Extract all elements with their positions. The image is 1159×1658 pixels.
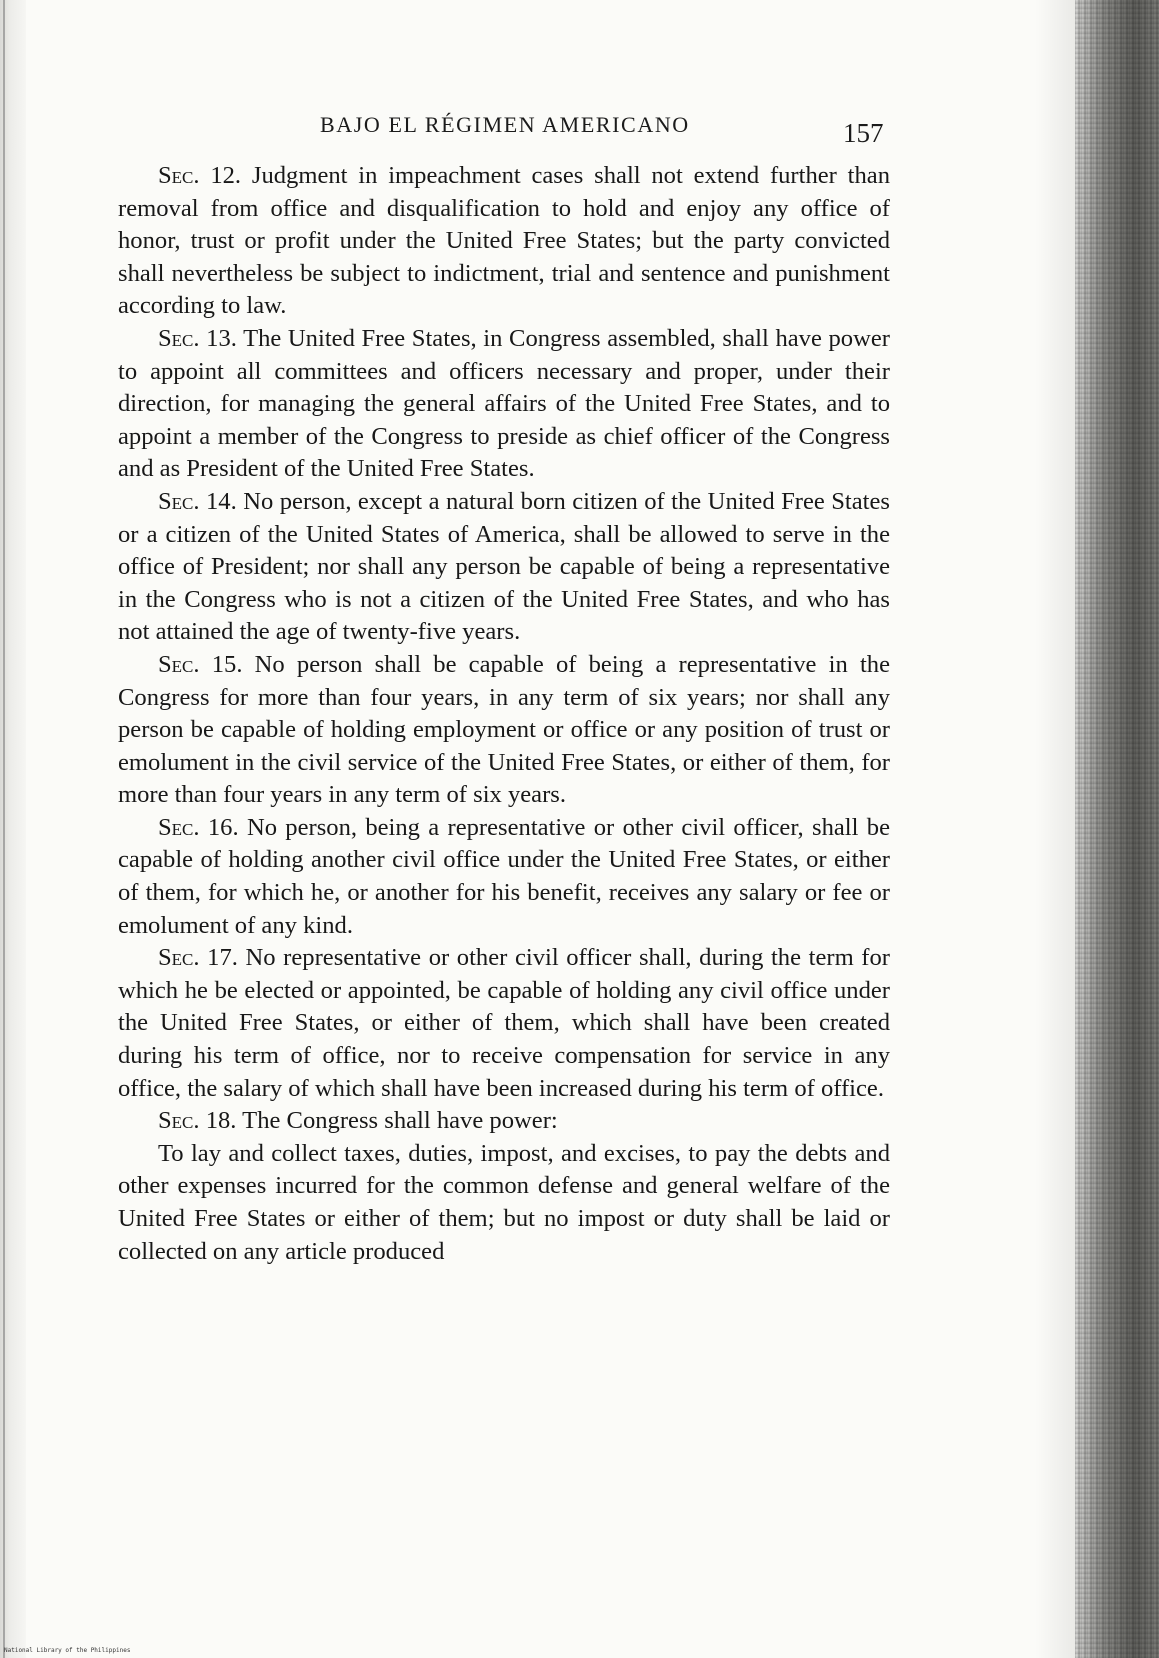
paragraph-text: No person, being a representative or other civil officer, shall be capable of holding another civil office under the United Free States, or either of them, for which he, or another for his benefit, receives any salary or fee or emolument of any kind. bbox=[118, 813, 890, 939]
section-label: Sec. 16. bbox=[158, 813, 239, 841]
scan-left-edge-line bbox=[3, 0, 5, 1658]
section-label: Sec. 12. bbox=[158, 162, 242, 189]
body-text bbox=[118, 160, 890, 1268]
section-label: Sec. 18. bbox=[158, 1107, 237, 1135]
paragraph-text: The Congress shall have power: bbox=[242, 1107, 558, 1135]
section-label: Sec. 15. bbox=[158, 650, 243, 678]
paragraph-text: No person, except a natural born citizen of the United Free States or a citizen of the United States of America, shall be allowed to serve in the office of President; nor shall any person be capable of being a representative in the Congress who is not a citizen of the United Free States, and who has not attained the age of twenty-five years. bbox=[118, 487, 890, 646]
scan-footer-note: National Library of the Philippines bbox=[4, 1647, 131, 1654]
paragraph-sec-15 bbox=[118, 649, 890, 812]
scan-right-edge bbox=[1075, 0, 1159, 1658]
paragraph-sec-17 bbox=[118, 942, 890, 1105]
section-label: Sec. 14. bbox=[158, 487, 237, 515]
paragraph-text: No person shall be capable of being a representative in the Congress for more than four years, in any term of six years; nor shall any person be capable of holding employment or office or any position of trust or emolument in the civil service of the United Free States, or either of them, for more than four years in any term of six years. bbox=[118, 650, 890, 809]
paragraph-text: Judgment in impeachment cases shall not extend further than removal from office and disqualification to hold and enjoy any office of honor, trust or profit under the United Free States; but the party convicted shall nevertheless be subject to indictment, trial and sentence and punishment according to law. bbox=[118, 162, 890, 320]
paragraph-text: No representative or other civil officer shall, during the term for which he be elected or appointed, be capable of holding any civil office under the United Free States, or either of them, which shall have been created during his term of office, nor to receive compensation for service in any office, the salary of which shall have been increased during his term of office. bbox=[118, 944, 890, 1102]
paragraph-taxes bbox=[118, 1138, 890, 1268]
section-label: Sec. 13. bbox=[158, 324, 237, 352]
paragraph-text: The United Free States, in Congress assembled, shall have power to appoint all committees and officers necessary and proper, under their direction, for managing the general affairs of the United Free States, and to appoint a member of the Congress to preside as chief officer of the Congress and as President of the United Free States. bbox=[118, 324, 890, 483]
gutter-shadow bbox=[1035, 0, 1075, 1658]
paragraph-sec-16 bbox=[118, 812, 890, 942]
paragraph-sec-13 bbox=[118, 323, 890, 486]
paragraph-sec-18 bbox=[118, 1105, 890, 1138]
paragraph-sec-14 bbox=[118, 486, 890, 649]
running-head: BAJO EL RÉGIMEN AMERICANO bbox=[320, 112, 690, 137]
paragraph-sec-12 bbox=[118, 160, 890, 323]
page-number: 157 bbox=[843, 118, 884, 148]
section-label: Sec. 17. bbox=[158, 944, 238, 972]
paragraph-text: To lay and collect taxes, duties, impost, and excises, to pay the debts and other expenses incurred for the common defense and general welfare of the United Free States or either of them; but no impost or duty shall be laid or collected on any article produced bbox=[118, 1139, 890, 1265]
